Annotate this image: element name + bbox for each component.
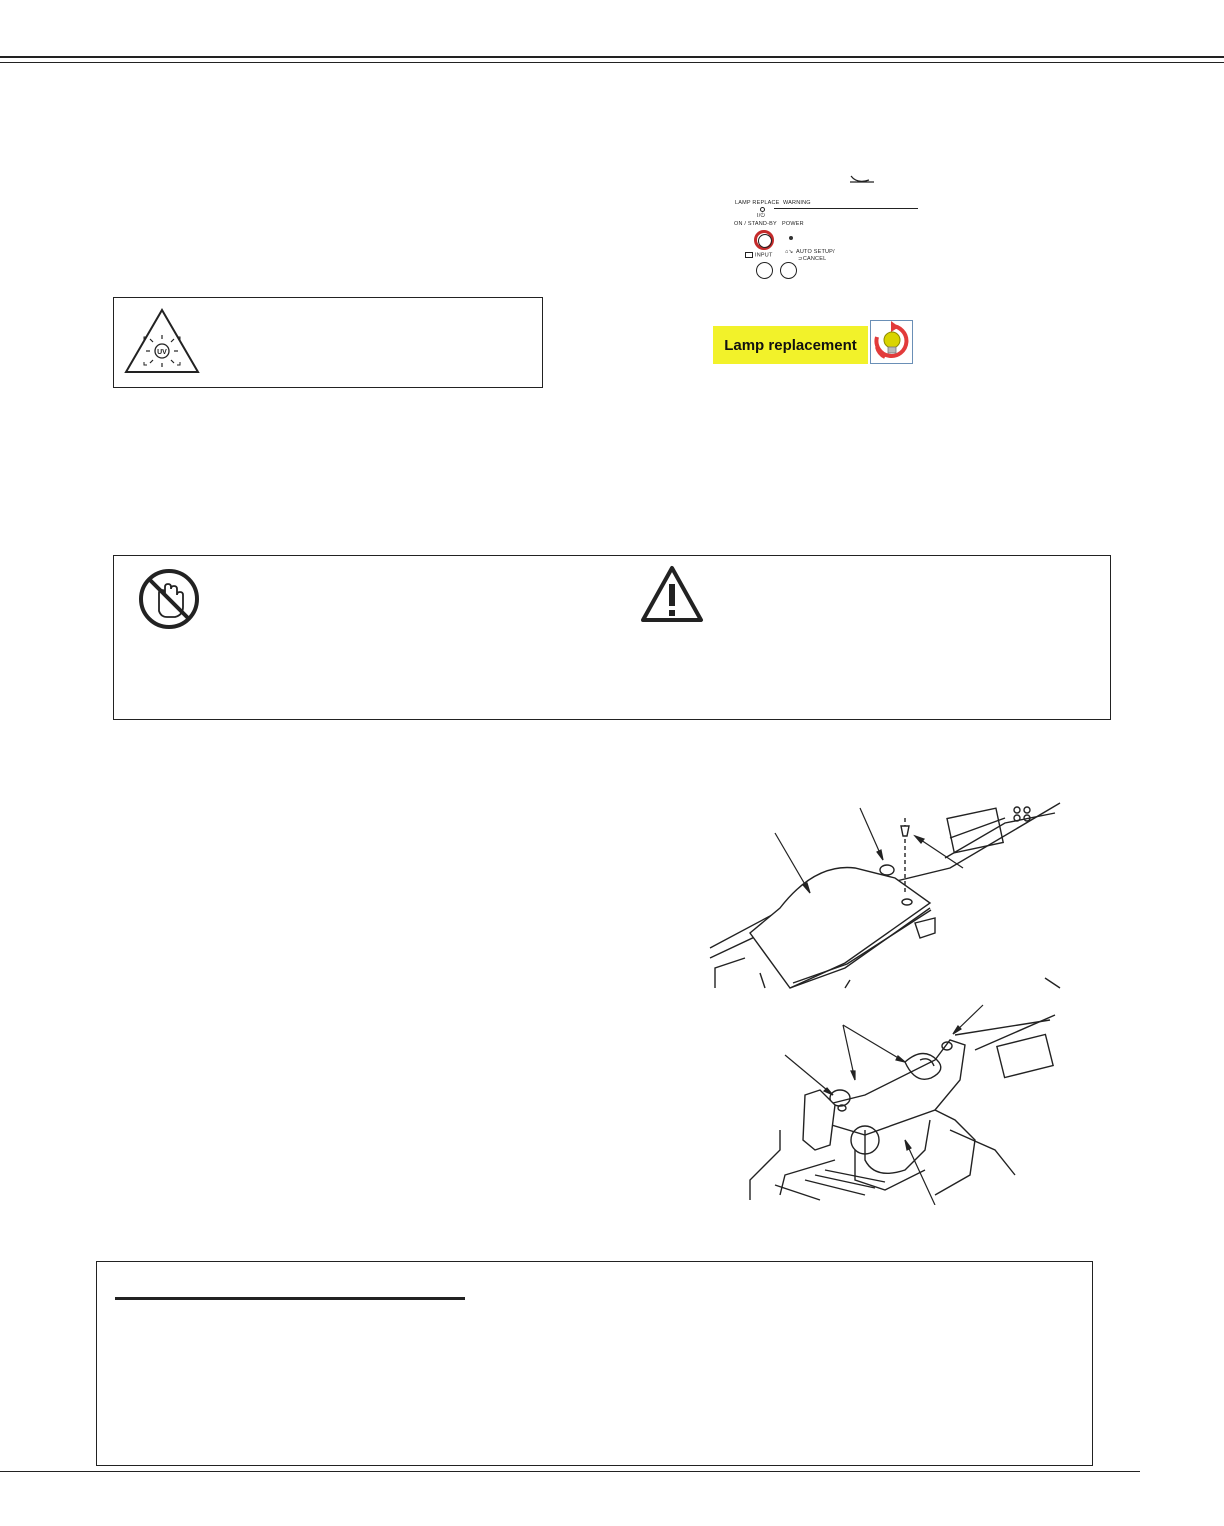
uv-caution-box bbox=[113, 297, 543, 388]
on-standby-label: ON / STAND-BY bbox=[734, 221, 777, 227]
uv-warning-icon bbox=[122, 306, 202, 376]
auto-setup-label: AUTO SETUP/ bbox=[796, 249, 835, 255]
input-button[interactable] bbox=[756, 262, 773, 279]
input-button-label: INPUT bbox=[745, 252, 773, 258]
lamp-replace-indicator bbox=[760, 207, 765, 212]
lamp-replace-indicator-label: LAMP REPLACE bbox=[735, 200, 780, 206]
lamp-replacement-banner bbox=[713, 326, 913, 364]
power-indicator bbox=[789, 236, 793, 240]
lamp-replacement-icon bbox=[871, 321, 912, 363]
warning-indicator-label: WARNING bbox=[783, 200, 811, 206]
power-symbol-label: I/⏻ bbox=[757, 213, 766, 219]
lamp-unit-removal-illustration bbox=[745, 1000, 1065, 1205]
header-rule bbox=[0, 56, 1224, 58]
footer-rule bbox=[0, 1471, 1140, 1472]
svg-text:UV: UV bbox=[157, 349, 167, 356]
control-panel-illustration bbox=[700, 160, 930, 290]
auto-setup-icon: ⌂↘ bbox=[785, 249, 794, 255]
ordering-info-underline bbox=[115, 1297, 465, 1300]
auto-setup-cancel-button[interactable] bbox=[780, 262, 797, 279]
caution-triangle-icon bbox=[639, 564, 705, 624]
ordering-info-box bbox=[96, 1261, 1093, 1466]
power-indicator-label: POWER bbox=[782, 221, 804, 227]
on-standby-button[interactable] bbox=[754, 230, 774, 250]
lamp-cover-symbol-icon bbox=[848, 172, 876, 184]
caution-box bbox=[113, 555, 1111, 720]
lamp-replacement-icon-frame bbox=[870, 320, 913, 364]
cancel-label: ⊃CANCEL bbox=[798, 256, 827, 262]
do-not-touch-icon bbox=[137, 567, 201, 631]
panel-divider bbox=[774, 208, 918, 209]
lamp-cover-removal-illustration bbox=[705, 798, 1065, 993]
lamp-replacement-label: Lamp replacement bbox=[713, 326, 868, 364]
header-rule-thin bbox=[0, 62, 1224, 63]
